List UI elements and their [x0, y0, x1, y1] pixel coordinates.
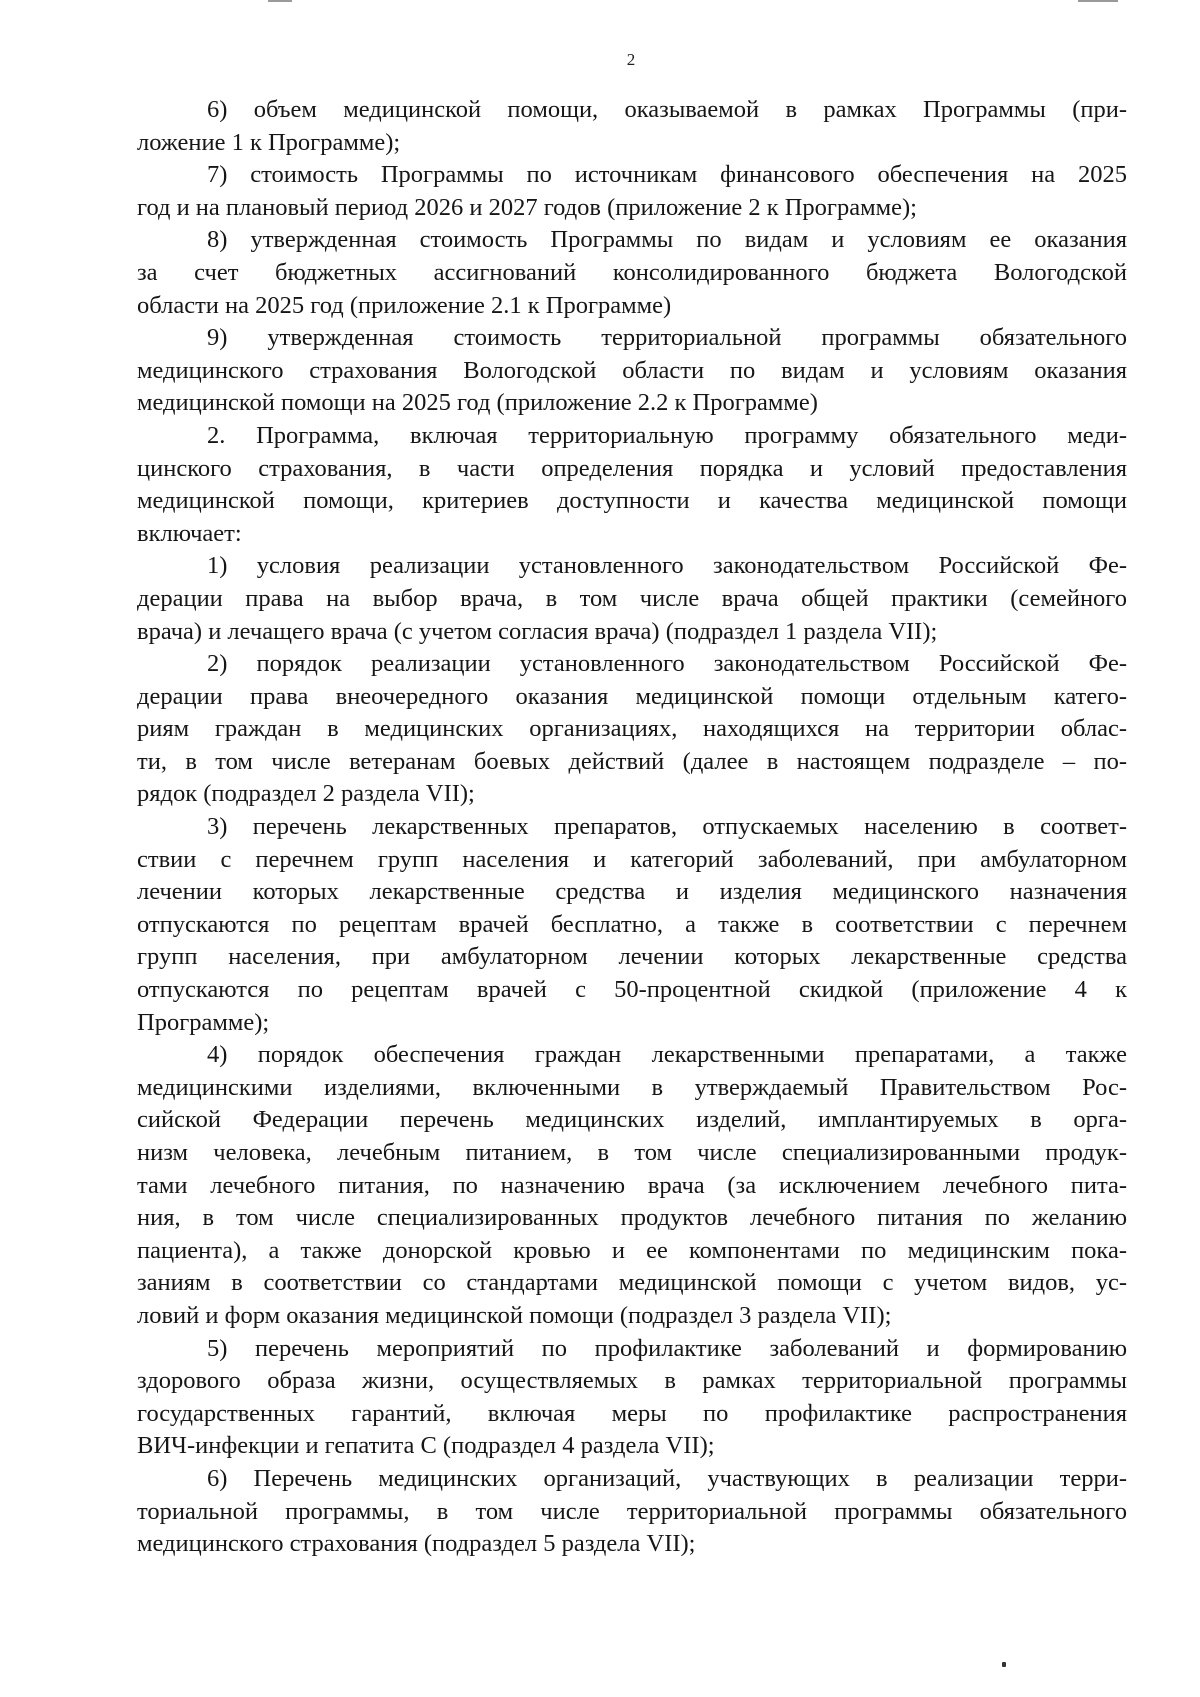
text-line: год и на плановый период 2026 и 2027 годов (приложение 2 к Программе);	[137, 193, 917, 221]
text-line: цинского страхования, в части определения порядка и условий предоставления	[137, 454, 1127, 482]
document-body	[137, 94, 1127, 1561]
text-line: отпускаются по рецептам врачей с 50-процентной скидкой (приложение 4 к	[137, 976, 1127, 1004]
text-line: 1) условия реализации установленного законодательством Российской Фе-	[207, 552, 1127, 580]
text-line: дерации права внеочередного оказания медицинской помощи отдельным катего-	[137, 682, 1127, 710]
text-line: медицинского страхования (подраздел 5 раздела VII);	[137, 1530, 696, 1558]
text-line: сийской Федерации перечень медицинских изделий, имплантируемых в орга-	[137, 1106, 1127, 1134]
text-line: медицинского страхования Вологодской области по видам и условиям оказания	[137, 356, 1127, 384]
text-line: 6) объем медицинской помощи, оказываемой в рамках Программы (при-	[207, 96, 1127, 123]
text-line: групп населения, при амбулаторном лечении которых лекарственные средства	[137, 943, 1127, 971]
text-line: ти, в том числе ветеранам боевых действий (далее в настоящем подразделе – по-	[137, 747, 1127, 775]
scan-speck	[1002, 1662, 1006, 1667]
text-line: включает:	[137, 519, 242, 547]
text-line: 6) Перечень медицинских организаций, участвующих в реализации терри-	[207, 1464, 1127, 1492]
text-line: ствии с перечнем групп населения и категорий заболеваний, при амбулаторном	[137, 845, 1127, 873]
text-line: рядок (подраздел 2 раздела VII);	[137, 780, 475, 808]
text-line: 2. Программа, включая территориальную программу обязательного меди-	[207, 421, 1127, 449]
text-line: медицинскими изделиями, включенными в утверждаемый Правительством Рос-	[137, 1073, 1127, 1101]
text-line: низм человека, лечебным питанием, в том числе специализированными продук-	[137, 1139, 1127, 1166]
text-line: отпускаются по рецептам врачей бесплатно, а также в соответствии с перечнем	[137, 910, 1127, 938]
text-line: 7) стоимость Программы по источникам финансового обеспечения на 2025	[207, 161, 1127, 189]
text-line: медицинской помощи, критериев доступности и качества медицинской помощи	[137, 487, 1127, 515]
text-line: врача) и лечащего врача (с учетом согласия врача) (подраздел 1 раздела VII);	[137, 617, 938, 645]
text-line: 5) перечень мероприятий по профилактике заболеваний и формированию	[207, 1334, 1127, 1362]
text-line: ложение 1 к Программе);	[137, 128, 401, 156]
text-line: 4) порядок обеспечения граждан лекарственными препаратами, а также	[207, 1041, 1127, 1069]
text-line: 3) перечень лекарственных препаратов, отпускаемых населению в соответ-	[207, 813, 1127, 841]
text-line: риям граждан в медицинских организациях, находящихся на территории облас-	[137, 715, 1127, 743]
text-line: лечении которых лекарственные средства и изделия медицинского назначения	[137, 878, 1127, 906]
text-line: ловий и форм оказания медицинской помощи (подраздел 3 раздела VII);	[137, 1301, 892, 1329]
text-line: за счет бюджетных ассигнований консолидированного бюджета Вологодской	[137, 258, 1127, 286]
text-line: ториальной программы, в том числе территориальной программы обязательного	[137, 1497, 1127, 1525]
text-line: пациента), а также донорской кровью и ее компонентами по медицинским пока-	[137, 1236, 1127, 1264]
text-line: тами лечебного питания, по назначению врача (за исключением лечебного пита-	[137, 1171, 1127, 1199]
text-line: здорового образа жизни, осуществляемых в рамках территориальной программы	[137, 1367, 1127, 1395]
scan-artifact-top-right	[1078, 0, 1118, 2]
text-line: дерации права на выбор врача, в том числе врача общей практики (семейного	[137, 584, 1127, 612]
text-line: области на 2025 год (приложение 2.1 к Программе)	[137, 291, 672, 319]
page-number: 2	[626, 50, 636, 69]
text-line: ния, в том числе специализированных продуктов лечебного питания по желанию	[137, 1204, 1127, 1232]
text-line: 2) порядок реализации установленного законодательством Российской Фе-	[207, 650, 1127, 678]
text-line: ВИЧ-инфекции и гепатита С (подраздел 4 раздела VII);	[137, 1432, 715, 1460]
text-line: Программе);	[137, 1008, 270, 1036]
text-line: 8) утвержденная стоимость Программы по видам и условиям ее оказания	[207, 226, 1127, 254]
text-line: заниям в соответствии со стандартами медицинской помощи с учетом видов, ус-	[137, 1269, 1127, 1297]
scan-artifact-top-left	[268, 0, 292, 2]
text-line: государственных гарантий, включая меры по профилактике распространения	[137, 1399, 1127, 1427]
text-line: 9) утвержденная стоимость территориальной программы обязательного	[207, 324, 1127, 352]
text-line: медицинской помощи на 2025 год (приложение 2.2 к Программе)	[137, 389, 818, 417]
